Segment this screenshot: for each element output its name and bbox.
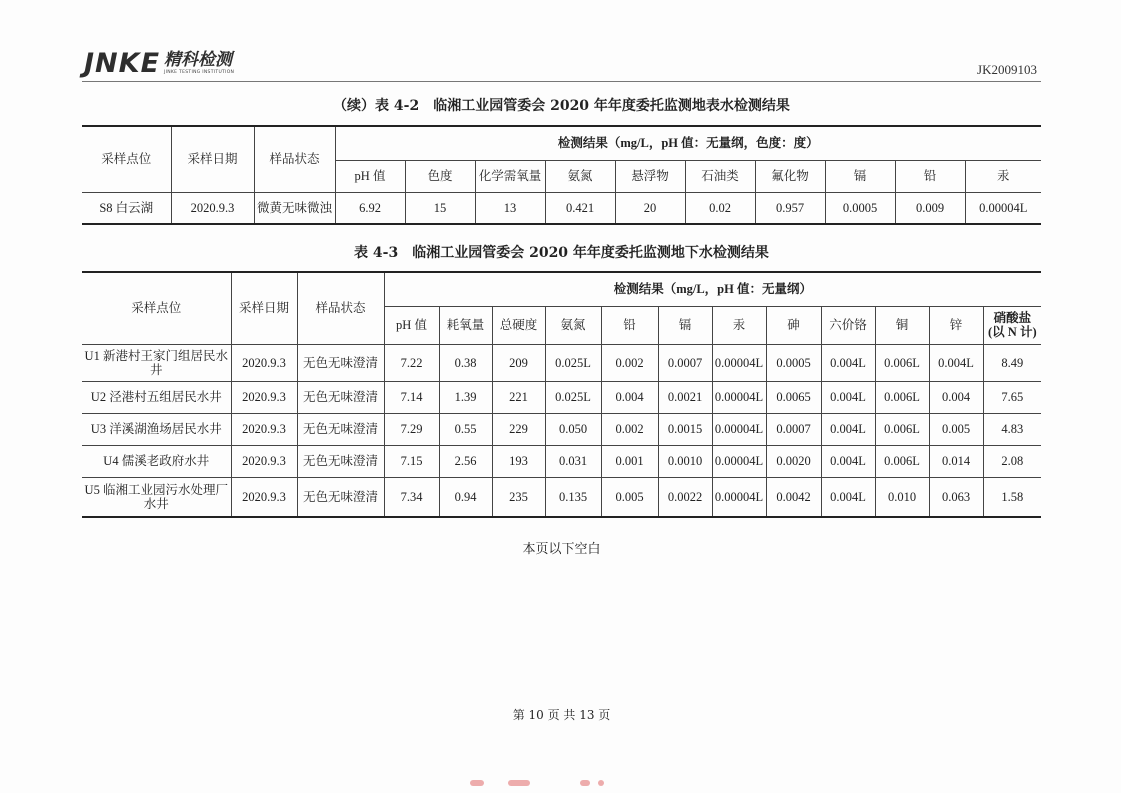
cell-value: 0.0042 — [766, 477, 821, 517]
cell-value: 0.421 — [545, 192, 615, 224]
cell-date: 2020.9.3 — [231, 344, 297, 381]
param-header: 铅 — [601, 306, 658, 344]
table-4-2-caption: （续）表 4-2 临湘工业园管委会 2020 年年度委托监测地表水检测结果 — [333, 98, 790, 114]
cell-value: 7.34 — [384, 477, 439, 517]
cell-state: 微黄无味微浊 — [254, 192, 335, 224]
cell-value: 0.050 — [545, 413, 601, 445]
header-sample-point: 采样点位 — [82, 272, 231, 344]
cell-value: 0.010 — [875, 477, 929, 517]
param-header-nitrate — [983, 306, 1041, 344]
cell-date: 2020.9.3 — [231, 413, 297, 445]
cell-value: 0.006L — [875, 413, 929, 445]
cell-value: 0.94 — [439, 477, 492, 517]
cell-value: 0.00004L — [712, 413, 766, 445]
param-header: 化学需氧量 — [475, 160, 545, 192]
cell-value: 0.004L — [821, 413, 875, 445]
cell-value: 20 — [615, 192, 685, 224]
cell-value: 0.0005 — [766, 344, 821, 381]
param-header: 总硬度 — [492, 306, 545, 344]
cell-value: 0.005 — [601, 477, 658, 517]
cell-value: 0.002 — [601, 344, 658, 381]
cell-state: 无色无味澄清 — [297, 344, 384, 381]
cell-value: 0.0021 — [658, 381, 712, 413]
cell-value: 0.006L — [875, 381, 929, 413]
cell-value: 0.025L — [545, 344, 601, 381]
param-header: 汞 — [965, 160, 1041, 192]
cell-value: 0.014 — [929, 445, 983, 477]
param-header: pH 值 — [335, 160, 405, 192]
cell-date: 2020.9.3 — [231, 381, 297, 413]
cell-value: 13 — [475, 192, 545, 224]
logo-mark: JNKE — [84, 48, 161, 79]
cell-value: 0.00004L — [712, 344, 766, 381]
cell-value: 0.55 — [439, 413, 492, 445]
cell-value: 7.14 — [384, 381, 439, 413]
param-header: 六价铬 — [821, 306, 875, 344]
param-header: 铜 — [875, 306, 929, 344]
param-header: 悬浮物 — [615, 160, 685, 192]
table-row — [82, 413, 1041, 445]
header-sample-date: 采样日期 — [231, 272, 297, 344]
cell-value: 0.0007 — [658, 344, 712, 381]
param-header: 耗氧量 — [439, 306, 492, 344]
logo-english-name: JINKE TESTING INSTITUTION — [164, 70, 235, 75]
cell-value: 0.004L — [929, 344, 983, 381]
cell-value: 0.063 — [929, 477, 983, 517]
cell-value: 0.0022 — [658, 477, 712, 517]
header-sample-point: 采样点位 — [82, 126, 171, 192]
cell-value: 8.49 — [983, 344, 1041, 381]
cell-value: 0.0015 — [658, 413, 712, 445]
cell-value: 0.006L — [875, 445, 929, 477]
header-results-group: 检测结果（mg/L，pH 值：无量纲，色度：度） — [335, 126, 1041, 160]
cell-value: 0.004 — [929, 381, 983, 413]
param-header: 锌 — [929, 306, 983, 344]
cell-value: 0.004 — [601, 381, 658, 413]
cell-value: 0.0020 — [766, 445, 821, 477]
cell-value: 0.0065 — [766, 381, 821, 413]
param-header: 石油类 — [685, 160, 755, 192]
cell-state: 无色无味澄清 — [297, 445, 384, 477]
seal-stamp-fragment — [470, 778, 630, 788]
blank-page-note: 本页以下空白 — [522, 542, 601, 557]
cell-value: 0.38 — [439, 344, 492, 381]
cell-value: 7.65 — [983, 381, 1041, 413]
param-header: 镉 — [658, 306, 712, 344]
cell-value: 0.031 — [545, 445, 601, 477]
groundwater-table — [82, 271, 1041, 518]
cell-value: 0.00004L — [712, 381, 766, 413]
cell-value: 235 — [492, 477, 545, 517]
cell-point: U5 临湘工业园污水处理厂水井 — [82, 477, 231, 517]
cell-value: 0.135 — [545, 477, 601, 517]
header-sample-state: 样品状态 — [254, 126, 335, 192]
cell-value: 0.006L — [875, 344, 929, 381]
cell-value: 7.22 — [384, 344, 439, 381]
cell-value: 0.0005 — [825, 192, 895, 224]
header-results-group: 检测结果（mg/L，pH 值：无量纲） — [384, 272, 1041, 306]
cell-value: 6.92 — [335, 192, 405, 224]
header-sample-date: 采样日期 — [171, 126, 254, 192]
param-header: 砷 — [766, 306, 821, 344]
company-logo — [84, 48, 235, 79]
param-header: 色度 — [405, 160, 475, 192]
cell-point: S8 白云湖 — [82, 192, 171, 224]
cell-state: 无色无味澄清 — [297, 413, 384, 445]
cell-value: 7.15 — [384, 445, 439, 477]
logo-chinese-name: 精科检测 — [164, 50, 233, 70]
cell-value: 0.004L — [821, 477, 875, 517]
cell-value: 0.00004L — [712, 445, 766, 477]
table-4-3-caption: 表 4-3 临湘工业园管委会 2020 年年度委托监测地下水检测结果 — [354, 245, 769, 261]
cell-value: 229 — [492, 413, 545, 445]
cell-value: 4.83 — [983, 413, 1041, 445]
cell-value: 0.0007 — [766, 413, 821, 445]
page-number: 第 10 页 共 13 页 — [512, 708, 611, 722]
table-row — [82, 381, 1041, 413]
param-header: 镉 — [825, 160, 895, 192]
cell-value: 2.56 — [439, 445, 492, 477]
table-row — [82, 192, 1041, 224]
cell-value: 0.004L — [821, 344, 875, 381]
nitrate-label: 硝酸盐 — [993, 311, 1032, 325]
cell-date: 2020.9.3 — [231, 445, 297, 477]
table-row — [82, 344, 1041, 381]
cell-value: 0.00004L — [712, 477, 766, 517]
cell-value: 0.004L — [821, 381, 875, 413]
cell-state: 无色无味澄清 — [297, 477, 384, 517]
cell-value: 0.009 — [895, 192, 965, 224]
cell-value: 221 — [492, 381, 545, 413]
param-header: 氨氮 — [545, 306, 601, 344]
table-row — [82, 445, 1041, 477]
cell-value: 0.002 — [601, 413, 658, 445]
cell-value: 2.08 — [983, 445, 1041, 477]
cell-value: 0.025L — [545, 381, 601, 413]
cell-value: 0.957 — [755, 192, 825, 224]
cell-point: U4 儒溪老政府水井 — [82, 445, 231, 477]
cell-point: U3 洋溪湖渔场居民水井 — [82, 413, 231, 445]
cell-point: U1 新港村王家门组居民水井 — [82, 344, 231, 381]
param-header: 铅 — [895, 160, 965, 192]
cell-state: 无色无味澄清 — [297, 381, 384, 413]
table-row — [82, 477, 1041, 517]
param-header: 氨氮 — [545, 160, 615, 192]
cell-value: 15 — [405, 192, 475, 224]
nitrate-sublabel: (以 N 计) — [988, 325, 1037, 339]
cell-value: 0.005 — [929, 413, 983, 445]
document-id: JK2009103 — [977, 62, 1037, 77]
param-header: pH 值 — [384, 306, 439, 344]
cell-value: 0.02 — [685, 192, 755, 224]
cell-value: 209 — [492, 344, 545, 381]
cell-value: 0.001 — [601, 445, 658, 477]
cell-value: 1.39 — [439, 381, 492, 413]
cell-value: 1.58 — [983, 477, 1041, 517]
cell-date: 2020.9.3 — [231, 477, 297, 517]
param-header: 氟化物 — [755, 160, 825, 192]
cell-date: 2020.9.3 — [171, 192, 254, 224]
cell-value: 0.0010 — [658, 445, 712, 477]
cell-value: 0.00004L — [965, 192, 1041, 224]
header-sample-state: 样品状态 — [297, 272, 384, 344]
cell-value: 0.004L — [821, 445, 875, 477]
cell-value: 7.29 — [384, 413, 439, 445]
param-header: 汞 — [712, 306, 766, 344]
cell-point: U2 泾港村五组居民水井 — [82, 381, 231, 413]
cell-value: 193 — [492, 445, 545, 477]
header-divider — [82, 81, 1041, 82]
surface-water-table — [82, 125, 1041, 225]
